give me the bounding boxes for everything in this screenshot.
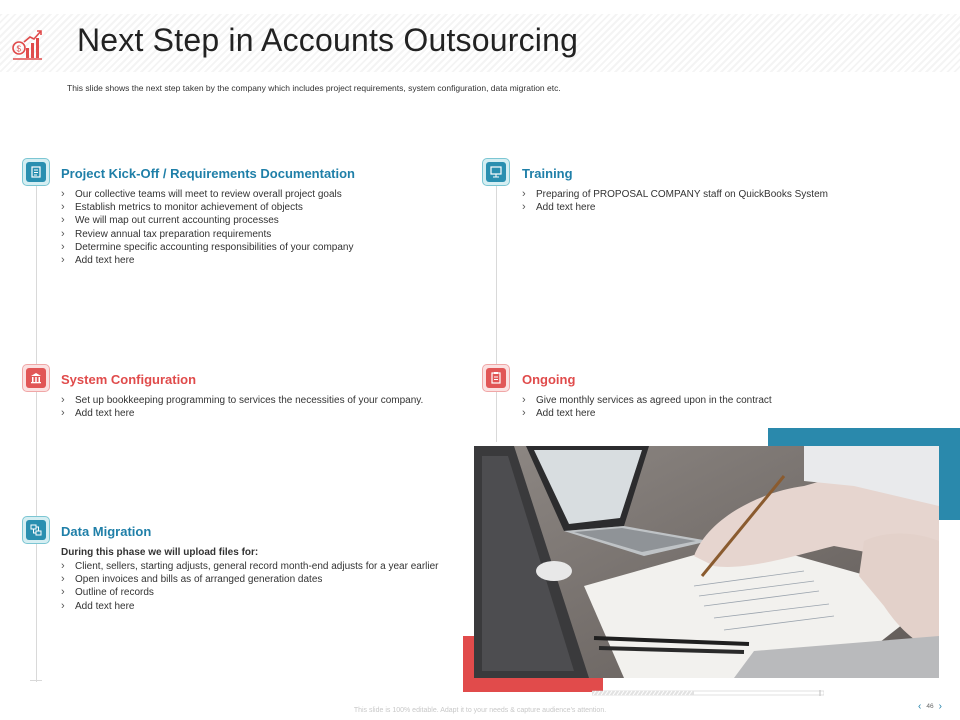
ongoing-list bbox=[522, 394, 922, 420]
list-item: › Add text here bbox=[522, 407, 922, 420]
decorative-progress-bar bbox=[592, 683, 824, 689]
bank-icon bbox=[22, 364, 50, 392]
system-list bbox=[61, 394, 471, 420]
timeline-end-tick bbox=[30, 680, 42, 681]
list-item: › Preparing of PROPOSAL COMPANY staff on QuickBooks System bbox=[522, 188, 922, 201]
section-title-training: Training bbox=[522, 166, 573, 181]
timeline-line-right bbox=[496, 186, 497, 442]
chevron-left-icon[interactable]: ‹ bbox=[918, 701, 922, 712]
list-item: › Determine specific accounting responsibilities of your company bbox=[61, 241, 461, 254]
section-title-system: System Configuration bbox=[61, 372, 197, 387]
presentation-icon bbox=[482, 158, 510, 186]
section-title-ongoing: Ongoing bbox=[522, 372, 576, 387]
list-item: › Open invoices and bills as of arranged generation dates bbox=[61, 573, 456, 586]
page-number: 46 bbox=[926, 703, 934, 710]
database-transfer-icon bbox=[22, 516, 50, 544]
migration-lead: During this phase we will upload files for: bbox=[61, 547, 259, 558]
footer-note: This slide is 100% editable. Adapt it to your needs & capture audience's attention. bbox=[353, 707, 607, 714]
list-item: › Outline of records bbox=[61, 586, 456, 599]
list-item: › Give monthly services as agreed upon in the contract bbox=[522, 394, 922, 407]
document-icon bbox=[22, 158, 50, 186]
list-item: › Review annual tax preparation requirements bbox=[61, 228, 461, 241]
section-title-migration: Data Migration bbox=[61, 524, 152, 539]
list-item: › We will map out current accounting processes bbox=[61, 214, 461, 227]
list-item: › Client, sellers, starting adjusts, general record month-end adjusts for a year earlier bbox=[61, 560, 456, 573]
svg-text:$: $ bbox=[16, 44, 21, 54]
page-title: Next Step in Accounts Outsourcing bbox=[77, 22, 579, 58]
kickoff-list bbox=[61, 188, 461, 267]
list-item: › Add text here bbox=[522, 201, 922, 214]
section-title-kickoff: Project Kick-Off / Requirements Documentation bbox=[61, 166, 355, 181]
list-item: › Add text here bbox=[61, 254, 461, 267]
list-item: › Set up bookkeeping programming to services the necessities of your company. bbox=[61, 394, 471, 407]
list-item: › Add text here bbox=[61, 600, 456, 613]
office-photo bbox=[474, 446, 939, 678]
chart-growth-icon bbox=[10, 28, 44, 62]
list-item: › Establish metrics to monitor achievement of objects bbox=[61, 201, 461, 214]
training-list bbox=[522, 188, 922, 214]
list-item: › Our collective teams will meet to review overall project goals bbox=[61, 188, 461, 201]
migration-list bbox=[61, 560, 456, 613]
chevron-right-icon[interactable]: › bbox=[938, 701, 942, 712]
timeline-line-left bbox=[36, 186, 37, 682]
page-subtitle: This slide shows the next step taken by the company which includes project requirements, system configuration, data migration etc. bbox=[67, 83, 561, 93]
list-item: › Add text here bbox=[61, 407, 471, 420]
slide-pager bbox=[918, 701, 942, 712]
clipboard-icon bbox=[482, 364, 510, 392]
